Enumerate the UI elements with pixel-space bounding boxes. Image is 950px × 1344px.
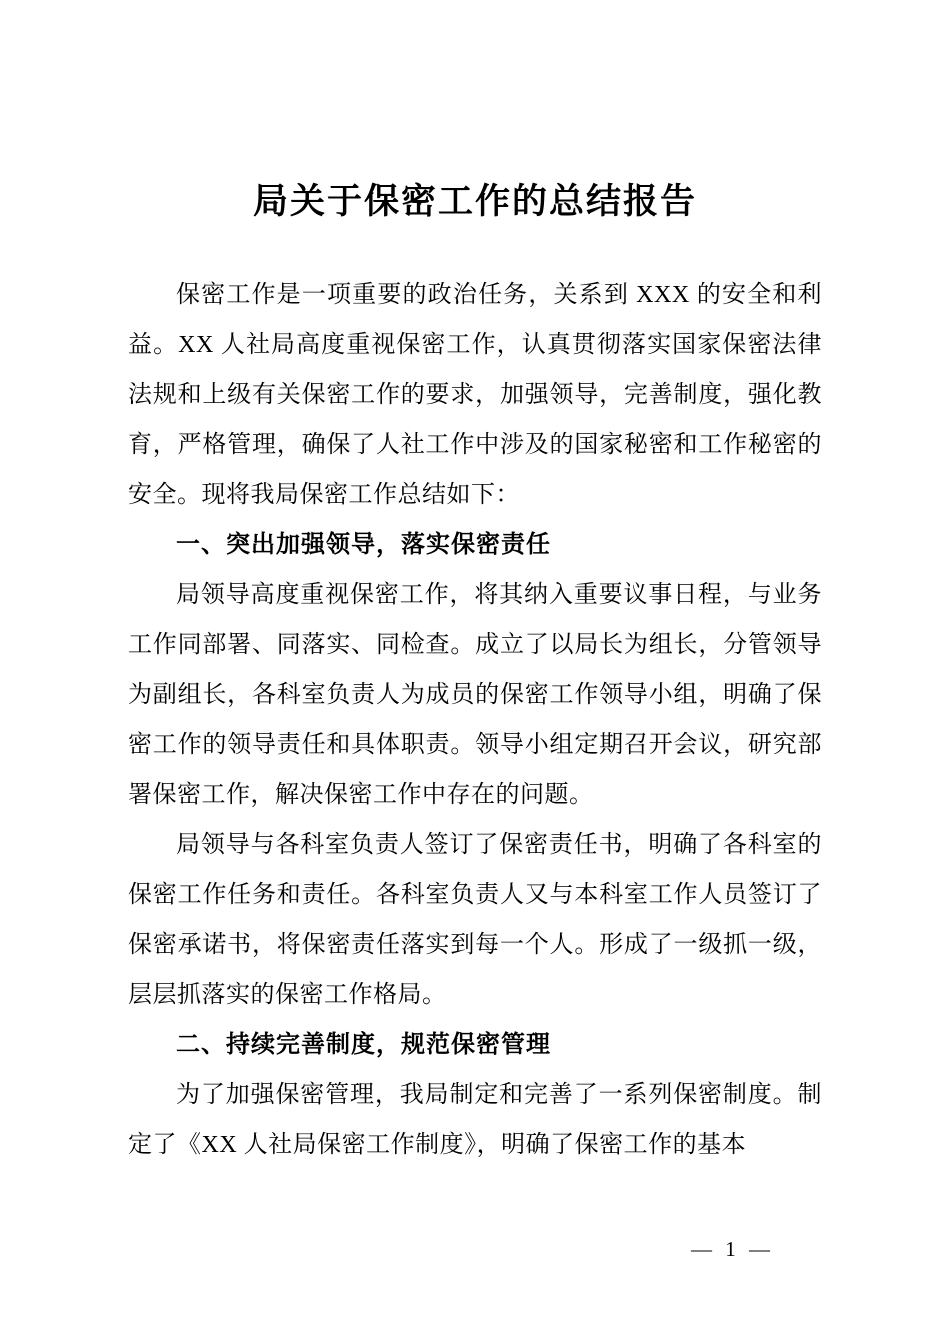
body-paragraph: 保密工作是一项重要的政治任务，关系到 XXX 的安全和利益。XX 人社局高度重视保密工作，认真贯彻落实国家保密法律法规和上级有关保密工作的要求，加强领导，完善制度，强化教育，严格管理，确保了人社工作中涉及的国家秘密和工作秘密的安全。现将我局保密工作总结如下：	[128, 282, 822, 508]
document-body	[128, 270, 822, 1170]
section-heading: 二、持续完善制度，规范保密管理	[176, 1031, 551, 1058]
body-paragraph: 局领导与各科室负责人签订了保密责任书，明确了各科室的保密工作任务和责任。各科室负责人又与本科室工作人员签订了保密承诺书，将保密责任落实到每一个人。形成了一级抓一级，层层抓落实的保密工作格局。	[128, 832, 822, 1008]
body-paragraph: 局领导高度重视保密工作，将其纳入重要议事日程，与业务工作同部署、同落实、同检查。成立了以局长为组长，分管领导为副组长，各科室负责人为成员的保密工作领导小组，明确了保密工作的领导责任和具体职责。领导小组定期召开会议，研究部署保密工作，解决保密工作中存在的问题。	[128, 582, 822, 808]
page-number: — 1 —	[691, 1237, 774, 1261]
body-paragraph: 为了加强保密管理，我局制定和完善了一系列保密制度。制定了《XX 人社局保密工作制度》，明确了保密工作的基本	[128, 1082, 822, 1158]
section-heading: 一、突出加强领导，落实保密责任	[176, 531, 551, 558]
document-title: 局关于保密工作的总结报告	[252, 182, 697, 221]
